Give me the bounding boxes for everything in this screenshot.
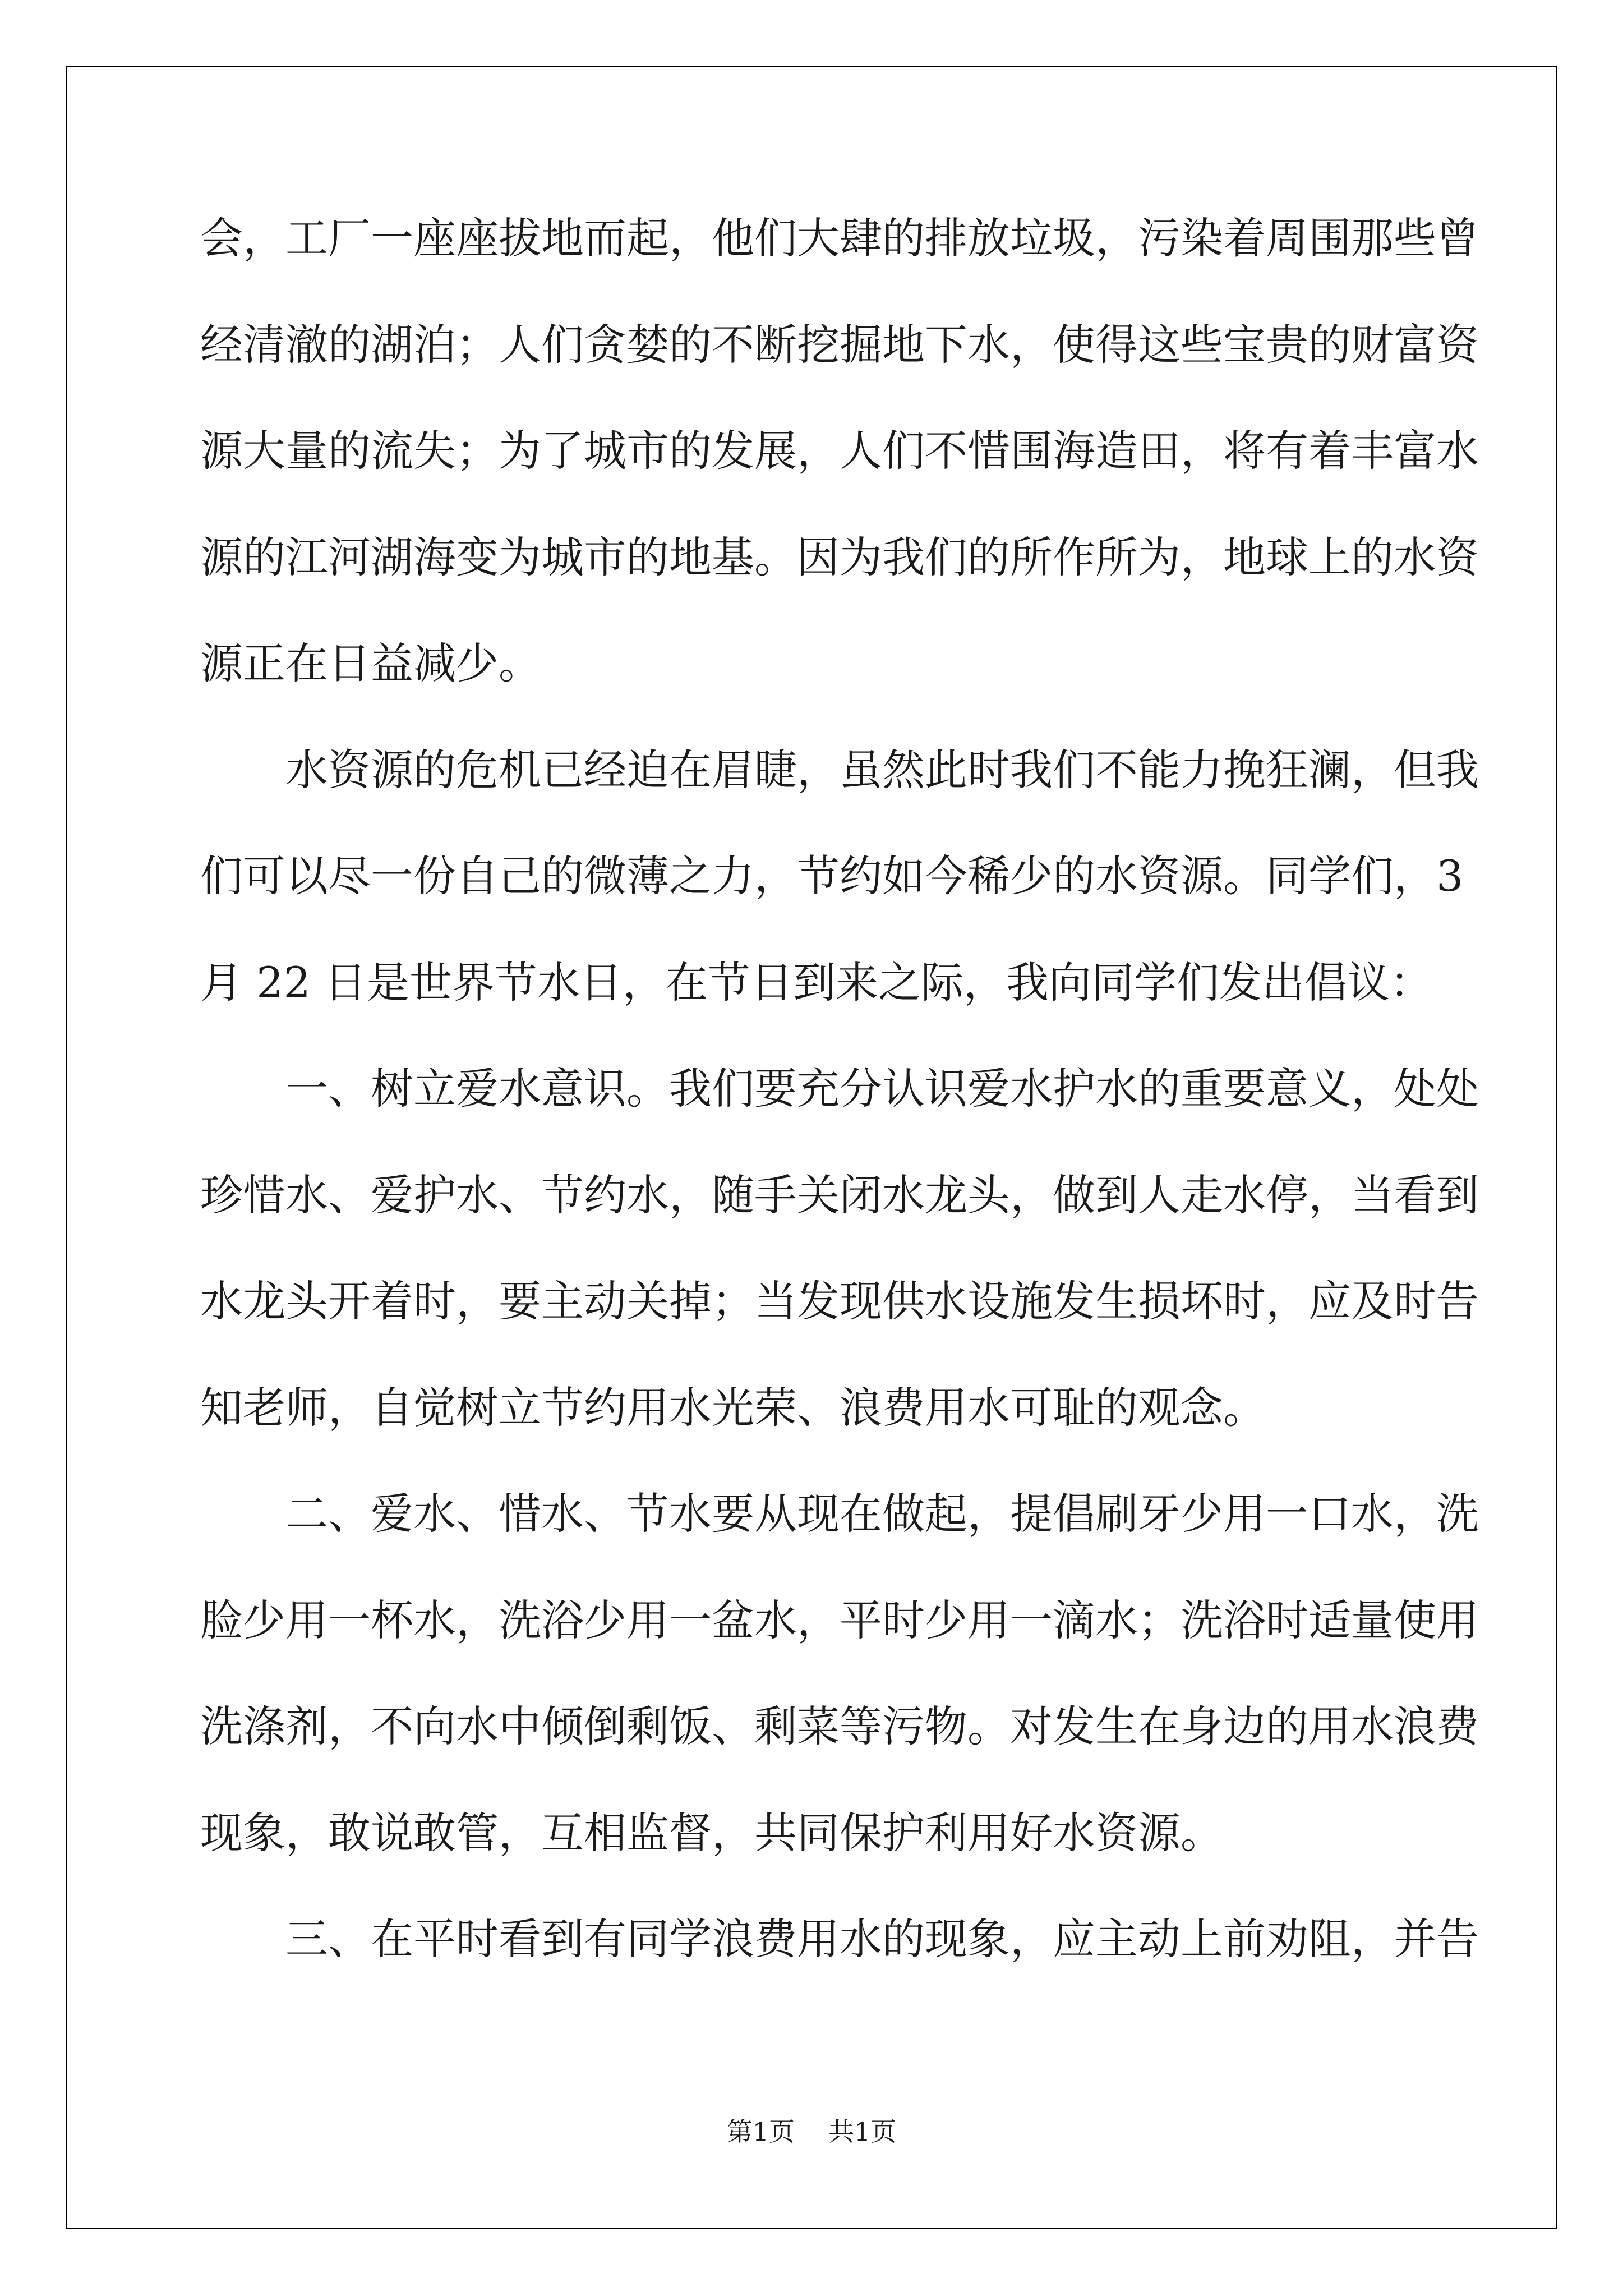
text-line: 脸少用一杯水，洗浴少用一盆水，平时少用一滴水；洗浴时适量使用 [200,1595,1479,1645]
text-line: 月 22 日是世界节水日，在节日到来之际，我向同学们发出倡议： [200,957,1433,1007]
page-number-total: 共1页 [828,2116,897,2147]
text-line: 源大量的流失；为了城市的发展，人们不惜围海造田，将有着丰富水 [200,426,1479,476]
text-line: 源的江河湖海变为城市的地基。因为我们的所作所为，地球上的水资 [200,532,1479,582]
page-number-current: 第1页 [726,2116,795,2147]
text-line: 现象，敢说敢管，互相监督，共同保护利用好水资源。 [200,1807,1223,1858]
text-line: 珍惜水、爱护水、节约水，随手关闭水龙头，做到人走水停，当看到 [200,1170,1479,1220]
text-line: 二、爱水、惜水、节水要从现在做起，提倡刷牙少用一口水，洗 [285,1489,1479,1539]
text-line: 三、在平时看到有同学浪费用水的现象，应主动上前劝阻，并告 [285,1914,1479,1964]
text-line: 们可以尽一份自己的微薄之力，节约如今稀少的水资源。同学们，3 [200,851,1464,901]
text-line: 会，工厂一座座拔地而起，他们大肆的排放垃圾，污染着周围那些曾 [200,213,1479,263]
text-line: 水资源的危机已经迫在眉睫，虽然此时我们不能力挽狂澜，但我 [285,744,1479,795]
text-line: 水龙头开着时，要主动关掉；当发现供水设施发生损坏时，应及时告 [200,1276,1479,1326]
text-line: 经清澈的湖泊；人们贪婪的不断挖掘地下水，使得这些宝贵的财富资 [200,319,1479,370]
page-footer [0,2115,1623,2148]
text-line: 洗涤剂，不向水中倾倒剩饭、剩菜等污物。对发生在身边的用水浪费 [200,1701,1479,1751]
text-line: 一、树立爱水意识。我们要充分认识爱水护水的重要意义，处处 [285,1064,1479,1114]
text-line: 知老师，自觉树立节约用水光荣、浪费用水可耻的观念。 [200,1382,1266,1433]
text-line: 源正在日益减少。 [200,638,541,688]
document-body [200,185,1479,1993]
